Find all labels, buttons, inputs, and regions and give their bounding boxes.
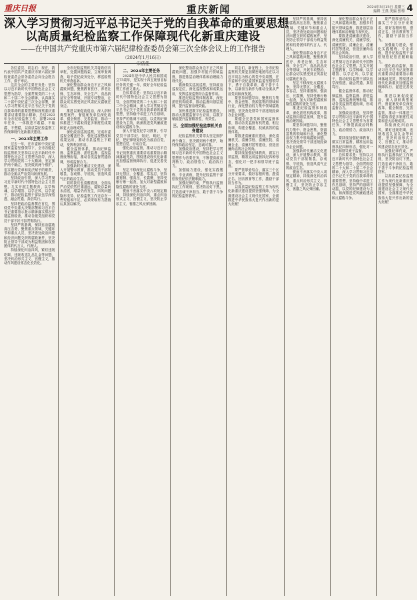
paragraph: 坚定不移深化反腐败斗争，坚持无禁区、全覆盖、零容忍，坚持重遏制、强高压、长震慑，坚持受贿行贿一起查，加大对新型腐败和隐性腐败的查处力度。	[116, 167, 167, 189]
report-author: 宋依佳	[136, 62, 150, 67]
paragraph: 持续深化纠治四风，紧盯违规吃喝、违规收送礼品礼金等问题，坚决纠治形式主义、官僚主义，推动作风建设常态化长效化。	[4, 248, 55, 265]
headline-rule	[4, 63, 282, 64]
column-divider	[170, 64, 171, 596]
article-subtitle: ——在中国共产党重庆市第六届纪律检查委员会第三次全体会议上的工作报告	[20, 44, 266, 53]
paragraph: 持续深化纠治四风，紧盯违规吃喝、违规收送礼品礼金等问题，坚决纠治形式主义、官僚主义，推动作风建设常态化长效化。	[378, 123, 413, 149]
paragraph: 推进以案促改促治，深入剖析典型案件，督促案发单位深化改革、健全制度、完善监管，推动一体推进三不腐取得更多制度性成果和更大治理成效。	[378, 93, 413, 123]
paragraph: 总体要求是：坚持以习近平新时代中国特色社会主义思想为指导，全面贯彻党的二十大和二十届二中全会精神，深入学习贯彻习近平总书记关于党的自我革命的重要思想，坚持稳中求进工作总基调，坚持严的基调不动摇，以党的纪律建设为主线，纵深推进党风廉政建设和反腐败斗争。	[116, 91, 167, 129]
paragraph: 要持续加强纪律教育，做实日常监督，精准运用监督执纪四种形态，强化对一把手和领导班子监督。	[332, 136, 373, 153]
paragraph: 加强新时代廉洁文化建设，深入开展警示教育，推动党员干部知敬畏、存戒惧、守底线，营造风清气正的政治生态。	[60, 163, 111, 181]
paragraph: 要推进清廉重庆建设，深化清廉机关、清廉学校、清廉医院、清廉企业、清廉村居等建设，营造崇廉尚洁的社会风尚。	[228, 134, 279, 151]
article-column-8	[378, 17, 413, 596]
paragraph: 强化政治监督，推动习近平总书记视察重庆重要讲话重要指示精神落地见效，围绕建设现代化新重庆加强监督保障执行、促进完善发展。	[116, 146, 167, 168]
section-heading: 一、2023年主要工作	[10, 136, 49, 141]
column-divider	[226, 64, 227, 596]
paragraph: 各位委员、同志们：现在，我代表中国共产党重庆市第六届纪律检查委员会常务委员会向全会报告工作，请予审议。	[4, 66, 55, 83]
paragraph: 全市纪检监察机关共接收信访举报，处置问题线索，立案审查调查，给予党纪政务处分，移送检察机关审查起诉。	[60, 66, 111, 83]
paragraph: 加强能力建设，强化实践锻炼、专业训练，提升纪检监察干部依规依纪依法履职能力。	[172, 168, 223, 181]
paragraph: 锲而不舍落实中央八项规定精神，持续深化纠治四风，重点纠治形式主义、官僚主义，坚决防止享乐主义、奢靡之风反弹回潮。	[116, 188, 167, 206]
article-header	[4, 16, 289, 67]
paragraph: 深化整治群众身边不正之风和腐败问题，加强乡村振兴领域监督，推进基层治理体系和治理能力现代化。	[172, 66, 223, 83]
paragraph: 坚持把政治监督摆在首位，围绕党中央重大决策部署和习近平总书记重要指示批示精神落实情况开展监督检查，推动各级党组织和党员干部不折不扣贯彻执行。	[4, 201, 55, 223]
paragraph: 加强纪律约束，严格执行监督执纪工作规则，坚决防治灯下黑，打造忠诚干净担当、敢于善于斗争的纪检监察铁军。	[378, 148, 413, 174]
paragraph: 加强政治建设，坚持把学习贯彻习近平新时代中国特色社会主义思想作为首要任务，不断提高政治判断力、政治领悟力、政治执行力。	[332, 110, 373, 136]
paragraph: 坚定不移深化反腐败斗争，坚持无禁区、全覆盖、零容忍，坚持重遏制、强高压、长震慑，坚持受贿行贿一起查，加大对新型腐败和隐性腐败的查处力度。	[286, 80, 327, 106]
paragraph: 加快推进数字纪检监察建设，推动大数据监督平台应用，以数字赋能提升监督精准性、有效性。	[172, 108, 223, 121]
paragraph: 过去一年，在市委和中央纪委国家监委坚强领导下，全市各级纪检监察机关坚持以习近平新时代中国特色社会主义思想为指导，深入学习贯彻党的二十大精神，坚定拥护两个确立、坚决做到两个维护，忠实履行党章和宪法赋予的职责，推动全面从严治党向纵深发展。	[4, 142, 55, 176]
paragraph: 加强政治建设，坚持把学习贯彻习近平新时代中国特色社会主义思想作为首要任务，不断提高政治判断力、政治领悟力、政治执行力。	[172, 147, 223, 168]
paragraph: 加强纪律约束，严格执行监督执纪工作规则，坚决防治灯下黑，打造忠诚干净担当、敢于善于斗争的纪检监察铁军。	[172, 181, 223, 198]
column-divider	[284, 17, 285, 596]
paragraph: 深化整治群众身边不正之风和腐败问题，加强乡村振兴领域监督，推进基层治理体系和治理能力现代化。	[332, 17, 373, 34]
paragraph: 健全监督体系，推动纪律监督、监察监督、派驻监督、巡视监督统筹衔接，推动各类监督贯通协调，形成监督合力。	[332, 89, 373, 111]
paragraph: 这次全会的主要任务是：坚持以习近平新时代中国特色社会主义思想为指导，全面贯彻党的二十大和二十届二中全会精神，认真落实二十届中央纪委三次全会部署，深入学习贯彻习近平总书记关于党的自我革命的重要思想和视察重庆重要讲话重要指示精神，总结2023年全市纪检监察工作，部署2024年任务，一体推进不敢腐、不能腐、不想腐，以高质量纪检监察工作保障现代化新重庆建设。	[4, 83, 55, 134]
paragraph: 要持续加强纪律教育，做实日常监督，精准运用监督执纪四种形态，强化对一把手和领导班子监督。	[228, 151, 279, 168]
paragraph: 同志们，新征程上，全市纪检监察机关要更加紧密地团结在以习近平同志为核心的党中央周围，在市委和中央纪委国家监委坚强领导下，勇于自我革命，敢于善于斗争，以新担当新作为推动全面从严治党向纵深发展。	[228, 66, 279, 96]
page-number: 4	[406, 3, 413, 14]
paragraph: 深化政治巡视巡察，完成市委巡视全覆盖任务，强化巡视整改和成果运用，推动市县巡察上下联动，发挥利剑作用。	[60, 129, 111, 147]
editor-credit: 编辑 王燕 美编 张骋	[373, 8, 405, 13]
column-divider	[58, 64, 59, 596]
paragraph: 深化整治群众身边不正之风和腐败问题，聚焦教育医疗、养老社保、生态环保、安全生产、食品药品安全等领域，开展专项整治，让群众切实感受到正风肃纪反腐就在身边。	[60, 83, 111, 109]
paragraph: 纪检监察机关要带头坚定拥护两个确立、坚决做到两个维护，始终保持政治坚定、忠诚可靠。	[172, 134, 223, 147]
headline-line-1: 深入学习贯彻习近平总书记关于党的自我革命的重要思想	[4, 16, 289, 30]
masthead	[4, 2, 413, 16]
headline-line-2: 以高质量纪检监察工作保障现代化新重庆建设	[25, 29, 261, 43]
paragraph: 要严管厚爱结合，落实三个区分开来要求，做好容错纠错、澄清正名、回访教育等工作，激励干部担当作为。	[228, 168, 279, 185]
paragraph: 同时我们也清醒看到，全面从严治党依然任重道远，腐败存量尚未清底，增量仍有发生，四风问题隐形变异，纪检监察工作还存在一些短板和不足，必须采取有力措施认真加以解决。	[60, 180, 111, 206]
paragraph: 要坚持问题导向，聚焦权力集中、资金密集、资源富集的领域和行业，深化整治权力集中领域腐败问题，坚决查处领导干部违规经商办企业问题。	[228, 95, 279, 117]
article-column-6	[286, 17, 327, 596]
article-column-2	[60, 66, 111, 596]
paragraph: 坚持严的基调，保持惩治腐败高压态势，聚焦重点领域、关键环节和重点人员，坚决查处政治问题和经济问题交织的腐败案件，坚决防止领导干部成为利益集团和权势团体的代言人、代理人。	[4, 222, 55, 248]
paragraph: 要健全完善党和国家监督体系，推动各类监督有机贯通、相互协调，构建全覆盖、权威高效的监督体系。	[228, 117, 279, 134]
article-column-5	[228, 66, 279, 596]
paragraph: 健全监督体系，推动纪律监督、监察监督、派驻监督、巡视监督统筹衔接，推动各类监督贯通协调，形成监督合力。	[60, 146, 111, 164]
paragraph: 深入开展党纪学习教育，引导党员干部学纪、知纪、明纪、守纪，把纪律规矩转化为政治自觉、思想自觉、行动自觉。	[116, 129, 167, 146]
column-divider	[330, 17, 331, 596]
section-title: 重庆新闻	[186, 5, 231, 16]
report-date: （2024年1月16日）	[122, 56, 164, 61]
paragraph: 坚持政治引领，深入学习贯彻习近平新时代中国特色社会主义思想。扎实开展主题教育，以学铸魂、以学增智、以学正风、以学促干，推动纪检监察干部队伍学深悟透、融会贯通、真信笃行。	[4, 176, 55, 202]
paragraph: 推进纪检监察体制改革，深化派驻机构改革，推动监督向基层延伸，提升监督治理效能。	[172, 95, 223, 109]
newspaper-logo: 重庆日报	[4, 4, 36, 13]
paragraph: 要严管厚爱结合，落实三个区分开来要求，做好容错纠错、澄清正名、回访教育等工作，激励干部担当作为。	[378, 17, 413, 43]
paragraph: 2024年是中华人民共和国成立75周年，是实现十四五规划目标任务的关键一年，做好全年纪检监察工作意义重大。	[116, 74, 167, 91]
paragraph: 要坚持问题导向，聚焦权力集中、资金密集、资源富集的领域和行业，深化整治权力集中领域腐败问题，坚决查处领导干部违规经商办企业问题。	[286, 123, 327, 149]
section-heading: 二、2024年主要任务	[122, 68, 161, 73]
paragraph: 总体要求是：坚持以习近平新时代中国特色社会主义思想为指导，全面贯彻党的二十大和二十届二中全会精神，深入学习贯彻习近平总书记关于党的自我革命的重要思想，坚持稳中求进工作总基调，坚持严的基调不动摇，以党的纪律建设为主线，纵深推进党风廉政建设和反腐败斗争。	[332, 153, 373, 200]
paragraph: 加强能力建设，强化实践锻炼、专业训练，提升纪检监察干部依规依纪依法履职能力。	[378, 42, 413, 64]
paragraph: 坚持政治引领，深入学习贯彻习近平新时代中国特色社会主义思想。扎实开展主题教育，以学铸魂、以学增智、以学正风、以学促干，推动纪检监察干部队伍学深悟透、融会贯通、真信笃行。	[332, 55, 373, 89]
article-column-1	[4, 66, 55, 596]
paragraph: 强化政治监督，推动习近平总书记视察重庆重要讲话重要指示精神落地见效，围绕建设现代化新重庆加强监督保障执行、促进完善发展。	[378, 63, 413, 94]
section-heading: 三、全面加强纪检监察机关自身建设	[172, 123, 223, 134]
paragraph: 坚持严的基调，保持惩治腐败高压态势，聚焦重点领域、关键环节和重点人员，坚决查处政治问题和经济问题交织的腐败案件，坚决防止领导干部成为利益集团和权势团体的代言人、代理人。	[286, 17, 327, 51]
paragraph: 锲而不舍落实中央八项规定精神，持续深化纠治四风，重点纠治形式主义、官僚主义，坚决防止享乐主义、奢靡之风反弹回潮。	[286, 170, 327, 191]
paragraph: 深化整治群众身边不正之风和腐败问题，聚焦教育医疗、养老社保、生态环保、安全生产、食品药品安全等领域，开展专项整治，让群众切实感受到正风肃纪反腐就在身边。	[286, 51, 327, 81]
paragraph: 推进纪检监察体制改革，深化派驻机构改革，推动监督向基层延伸，提升监督治理效能。	[286, 106, 327, 123]
article-column-7	[332, 17, 373, 596]
paragraph: 做深做实巡视巡察，坚持政治巡视定位，深化巡视整改和成果运用，发挥巡视巡察综合监督作用。	[172, 83, 223, 96]
paragraph: 推进以案促改促治，深入剖析典型案件，督促案发单位深化改革、健全制度、完善监管，推动一体推进三不腐取得更多制度性成果和更大治理成效。	[60, 108, 111, 130]
article-column-3	[116, 66, 167, 596]
paragraph: 加强新时代廉洁文化建设，深入开展警示教育，推动党员干部知敬畏、存戒惧、守底线，营造风清气正的政治生态。	[286, 148, 327, 170]
issue-date: 2024年5月15日 星期三	[367, 4, 405, 9]
article-column-4	[172, 66, 223, 596]
column-divider	[376, 17, 377, 596]
paragraph: 以高质量纪检监察工作为现代化新重庆建设提供坚强保障，为全面建设社会主义现代化国家、全面推进中华民族伟大复兴作出新的更大贡献！	[378, 174, 413, 204]
paragraph: 以高质量纪检监察工作为现代化新重庆建设提供坚强保障，为全面建设社会主义现代化国家、全面推进中华民族伟大复兴作出新的更大贡献！	[228, 185, 279, 206]
paragraph: 要推进清廉重庆建设，深化清廉机关、清廉学校、清廉医院、清廉企业、清廉村居等建设，营造崇廉尚洁的社会风尚。	[332, 34, 373, 55]
column-divider	[114, 64, 115, 596]
